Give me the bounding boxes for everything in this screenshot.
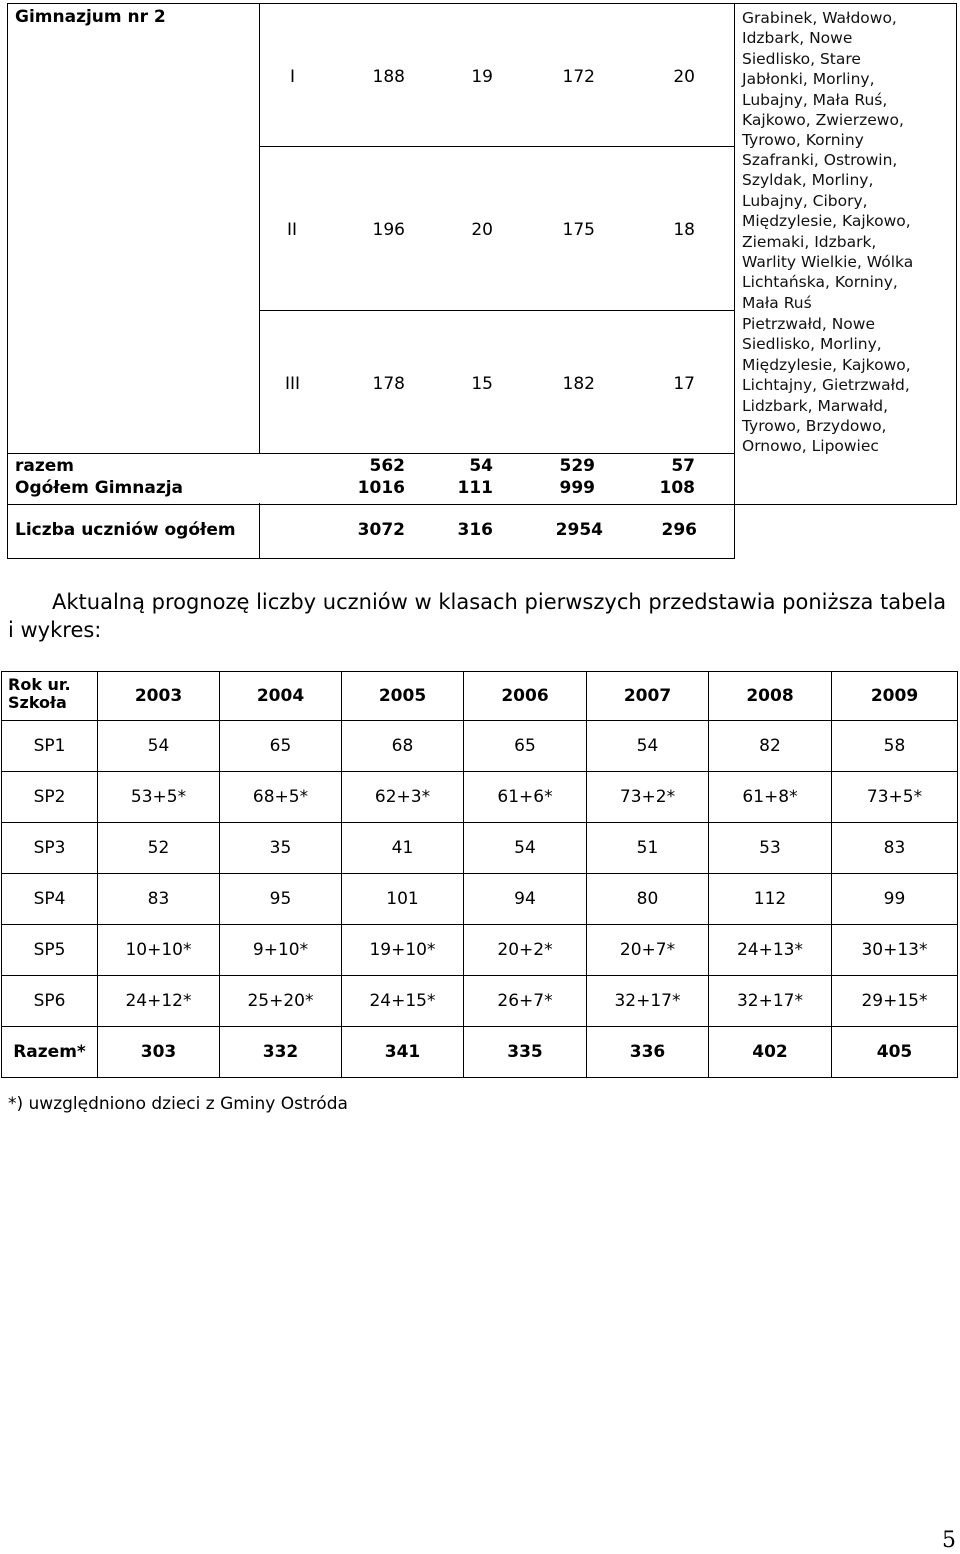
table-cell: 68	[342, 721, 464, 772]
table-cell: 61+8*	[709, 772, 832, 823]
school-cell: SP1	[2, 721, 98, 772]
table-cell: 53	[709, 823, 832, 874]
ogolem-label: Ogółem Gimnazja	[15, 478, 184, 498]
table-border	[259, 310, 735, 311]
table-cell: 35	[220, 823, 342, 874]
table-cell: 54	[98, 721, 220, 772]
table-total-row	[2, 1027, 958, 1078]
page-number: 5	[942, 1528, 956, 1553]
table-border	[7, 3, 957, 4]
table-border	[259, 146, 735, 147]
table-cell: 24+12*	[98, 976, 220, 1027]
value-cell: 108	[659, 478, 695, 498]
value-cell: 20	[673, 67, 695, 87]
value-cell: 175	[562, 220, 595, 240]
school-cell: Razem*	[2, 1027, 98, 1078]
table-row	[2, 823, 958, 874]
table-cell: 94	[464, 874, 587, 925]
table-row	[2, 976, 958, 1027]
school-name: Gimnazjum nr 2	[15, 7, 166, 27]
village-line: Szafranki, Ostrowin,	[742, 151, 898, 169]
table-border	[7, 504, 957, 505]
table-cell: 82	[709, 721, 832, 772]
year-header: 2004	[220, 672, 342, 721]
value-cell: 3072	[357, 520, 405, 540]
school-cell: SP2	[2, 772, 98, 823]
village-line: Tyrowo, Korniny	[742, 131, 864, 150]
village-line: Grabinek, Wałdowo,	[742, 9, 897, 27]
value-cell: 316	[457, 520, 493, 540]
year-header: 2009	[832, 672, 958, 721]
table-cell: 51	[587, 823, 709, 874]
table-cell: 32+17*	[587, 976, 709, 1027]
corner-top-label: Rok ur.	[8, 675, 71, 694]
table-cell: 303	[98, 1027, 220, 1078]
school-cell: SP5	[2, 925, 98, 976]
table-cell: 32+17*	[709, 976, 832, 1027]
village-line: Międzylesie, Kajkowo,	[742, 355, 911, 374]
village-line: Lichtajny, Gietrzwałd,	[742, 376, 910, 395]
table-row	[2, 874, 958, 925]
village-line: Lubajny, Cibory,	[742, 191, 868, 210]
total-label: Liczba uczniów ogółem	[15, 520, 236, 540]
value-cell: 15	[471, 374, 493, 394]
value-cell: 196	[372, 220, 405, 240]
table-cell: 341	[342, 1027, 464, 1078]
village-line: Międzylesie, Kajkowo,	[742, 212, 911, 231]
table-border	[259, 503, 260, 559]
value-cell: 182	[562, 374, 595, 394]
table-cell: 112	[709, 874, 832, 925]
village-line: Siedlisko, Morliny,	[742, 335, 882, 354]
table-border	[7, 558, 735, 559]
table-cell: 73+5*	[832, 772, 958, 823]
table-cell: 24+13*	[709, 925, 832, 976]
table-border	[7, 453, 735, 454]
table-cell: 30+13*	[832, 925, 958, 976]
table-border	[259, 3, 260, 454]
table-cell: 29+15*	[832, 976, 958, 1027]
value-cell: 529	[559, 456, 595, 476]
class-label: III	[285, 374, 301, 394]
table-cell: 61+6*	[464, 772, 587, 823]
table-cell: 52	[98, 823, 220, 874]
table-cell: 41	[342, 823, 464, 874]
villages-list	[742, 8, 954, 151]
village-line: Siedlisko, Stare	[742, 49, 861, 68]
table-cell: 54	[587, 721, 709, 772]
year-header: 2006	[464, 672, 587, 721]
table-cell: 68+5*	[220, 772, 342, 823]
corner-bottom-label: Szkoła	[8, 693, 67, 712]
year-header: 2005	[342, 672, 464, 721]
village-line: Lidzbark, Marwałd,	[742, 396, 889, 415]
village-line: Idzbark, Nowe	[742, 29, 853, 48]
footnote: *) uwzględniono dzieci z Gminy Ostróda	[8, 1094, 348, 1114]
value-cell: 57	[671, 456, 695, 476]
table-cell: 332	[220, 1027, 342, 1078]
razem-label: razem	[15, 456, 74, 476]
table-row	[2, 925, 958, 976]
table-cell: 80	[587, 874, 709, 925]
table-cell: 20+2*	[464, 925, 587, 976]
table-cell: 19+10*	[342, 925, 464, 976]
table-header-row	[2, 672, 958, 721]
paragraph-text: Aktualną prognozę liczby uczniów w klasach pierwszych przedstawia poniższa tabela i wykres:	[8, 590, 947, 642]
year-header: 2007	[587, 672, 709, 721]
year-header: 2008	[709, 672, 832, 721]
value-cell: 178	[372, 374, 405, 394]
village-line: Warlity Wielkie, Wólka	[742, 253, 914, 272]
table-cell: 83	[98, 874, 220, 925]
value-cell: 111	[457, 478, 493, 498]
table-cell: 9+10*	[220, 925, 342, 976]
corner-cell	[2, 672, 98, 721]
value-cell: 19	[471, 67, 493, 87]
school-cell: SP3	[2, 823, 98, 874]
table-row	[2, 772, 958, 823]
table-cell: 402	[709, 1027, 832, 1078]
table-cell: 73+2*	[587, 772, 709, 823]
table-cell: 58	[832, 721, 958, 772]
table-cell: 20+7*	[587, 925, 709, 976]
year-header: 2003	[98, 672, 220, 721]
village-line: Pietrzwałd, Nowe	[742, 315, 875, 333]
table-cell: 335	[464, 1027, 587, 1078]
village-line: Ornowo, Lipowiec	[742, 437, 879, 456]
table-border	[956, 3, 957, 505]
table-border	[734, 3, 735, 559]
table-cell: 95	[220, 874, 342, 925]
forecast-table	[1, 671, 958, 1078]
village-line: Lichtańska, Korniny,	[742, 273, 898, 292]
table-cell: 99	[832, 874, 958, 925]
village-line: Mała Ruś	[742, 293, 812, 312]
table-cell: 25+20*	[220, 976, 342, 1027]
table-border	[7, 3, 8, 559]
village-line: Tyrowo, Brzydowo,	[742, 417, 887, 436]
value-cell: 1016	[357, 478, 405, 498]
school-table	[7, 3, 957, 559]
villages-list	[742, 150, 954, 313]
table-cell: 24+15*	[342, 976, 464, 1027]
table-cell: 26+7*	[464, 976, 587, 1027]
value-cell: 54	[469, 456, 493, 476]
table-cell: 336	[587, 1027, 709, 1078]
table-cell: 62+3*	[342, 772, 464, 823]
table-cell: 10+10*	[98, 925, 220, 976]
class-label: II	[287, 220, 298, 240]
intro-paragraph	[8, 588, 958, 644]
table-cell: 54	[464, 823, 587, 874]
school-cell: SP6	[2, 976, 98, 1027]
village-line: Jabłonki, Morliny,	[742, 70, 875, 89]
village-line: Ziemaki, Idzbark,	[742, 232, 877, 251]
table-cell: 53+5*	[98, 772, 220, 823]
table-cell: 101	[342, 874, 464, 925]
value-cell: 999	[559, 478, 595, 498]
table-row	[2, 721, 958, 772]
villages-list	[742, 314, 954, 457]
village-line: Kajkowo, Zwierzewo,	[742, 111, 904, 130]
table-cell: 83	[832, 823, 958, 874]
village-line: Lubajny, Mała Ruś,	[742, 90, 888, 109]
value-cell: 17	[673, 374, 695, 394]
table-cell: 65	[464, 721, 587, 772]
value-cell: 188	[372, 67, 405, 87]
value-cell: 18	[673, 220, 695, 240]
table-cell: 405	[832, 1027, 958, 1078]
value-cell: 2954	[555, 520, 603, 540]
table-cell: 65	[220, 721, 342, 772]
value-cell: 562	[369, 456, 405, 476]
value-cell: 20	[471, 220, 493, 240]
class-label: I	[290, 67, 296, 87]
school-cell: SP4	[2, 874, 98, 925]
value-cell: 296	[661, 520, 697, 540]
village-line: Szyldak, Morliny,	[742, 171, 874, 190]
value-cell: 172	[562, 67, 595, 87]
